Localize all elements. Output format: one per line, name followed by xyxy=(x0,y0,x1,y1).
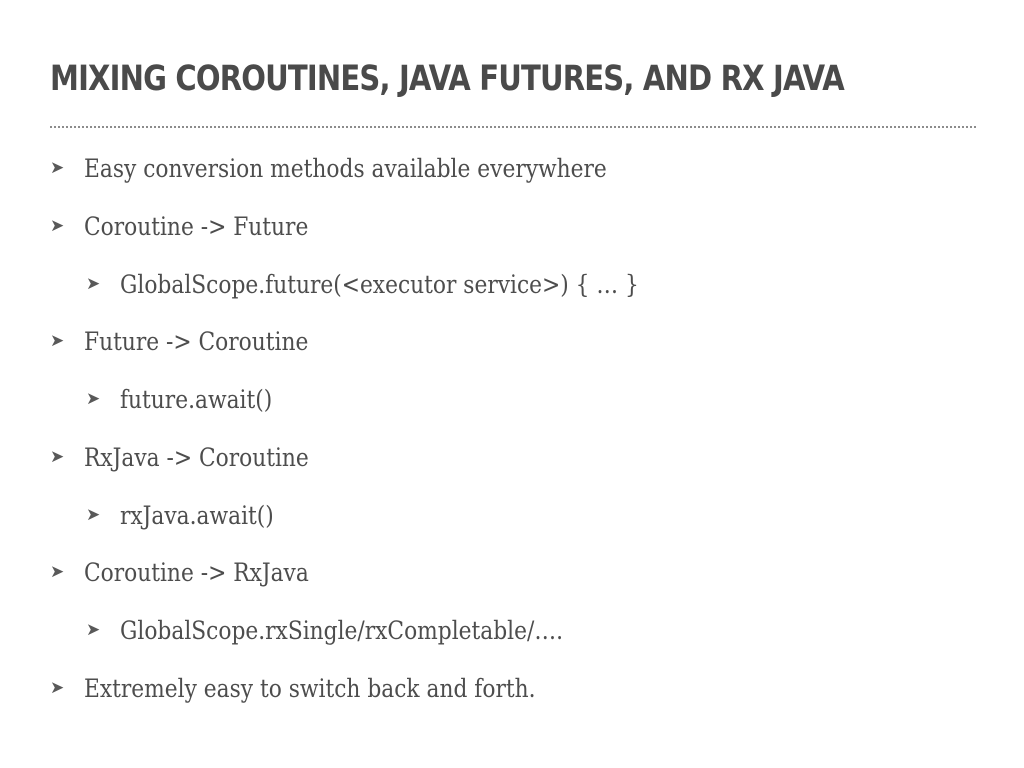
sub-bullet-item xyxy=(86,495,297,535)
arrowhead-icon: ➤ xyxy=(50,678,65,698)
bullet-text: rxJava.await() xyxy=(120,500,274,530)
bullet-text: Easy conversion methods available everywhere xyxy=(84,153,607,183)
bullet-item xyxy=(50,148,685,188)
bullet-item xyxy=(50,206,342,246)
arrowhead-icon: ➤ xyxy=(86,274,101,294)
bullet-item xyxy=(50,321,342,361)
sub-bullet-item xyxy=(86,379,295,419)
bullet-text: Future -> Coroutine xyxy=(84,326,309,356)
bullet-text: GlobalScope.rxSingle/rxCompletable/…. xyxy=(120,615,563,645)
arrowhead-icon: ➤ xyxy=(50,562,65,582)
slide-title: MIXING COROUTINES, JAVA FUTURES, AND RX JAVA xyxy=(50,59,844,99)
arrowhead-icon: ➤ xyxy=(86,505,101,525)
bullet-item xyxy=(50,437,342,477)
arrowhead-icon: ➤ xyxy=(50,447,65,467)
arrowhead-icon: ➤ xyxy=(50,331,65,351)
bullet-text: Coroutine -> Future xyxy=(84,211,309,241)
sub-bullet-item xyxy=(86,610,629,650)
arrowhead-icon: ➤ xyxy=(50,158,65,178)
title-divider xyxy=(50,126,976,128)
bullet-item xyxy=(50,668,603,708)
bullet-text: Coroutine -> RxJava xyxy=(84,557,309,587)
arrowhead-icon: ➤ xyxy=(86,389,101,409)
bullet-text: future.await() xyxy=(120,384,273,414)
arrowhead-icon: ➤ xyxy=(50,216,65,236)
bullet-text: Extremely easy to switch back and forth. xyxy=(84,673,536,703)
arrowhead-icon: ➤ xyxy=(86,620,101,640)
bullet-text: RxJava -> Coroutine xyxy=(84,442,309,472)
bullet-text: GlobalScope.future(<executor service>) { … } xyxy=(120,269,639,299)
sub-bullet-item xyxy=(86,264,716,304)
bullet-item xyxy=(50,552,342,592)
